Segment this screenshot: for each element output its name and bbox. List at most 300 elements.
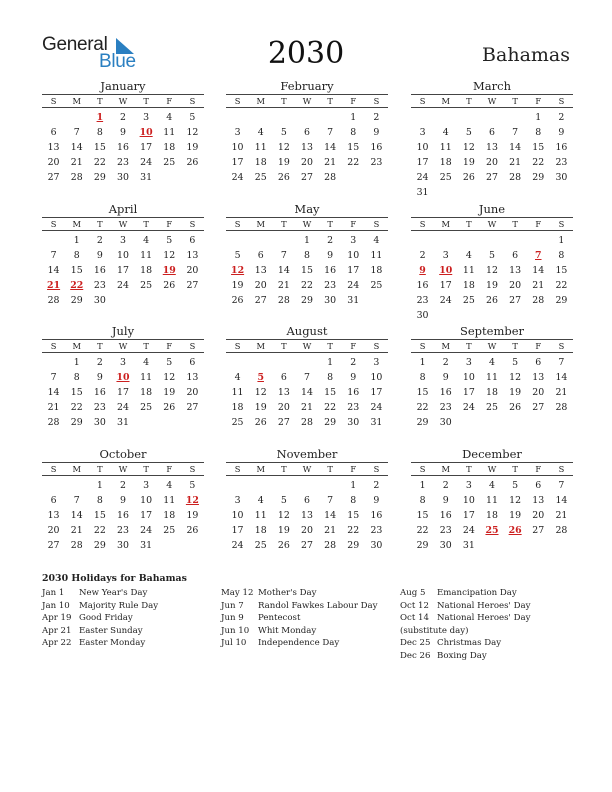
day-cell: 2 [419, 250, 426, 261]
day-cell: 24 [439, 295, 452, 306]
day-cell: 23 [117, 157, 129, 168]
day-cell: 29 [555, 295, 568, 306]
empty-day [411, 110, 434, 125]
weekday-label: W [302, 464, 312, 474]
day-cell: 31 [416, 187, 429, 198]
day-cell: 12 [462, 142, 475, 153]
day-cell: 23 [370, 157, 383, 168]
day-cell: 12 [277, 142, 290, 153]
day-cell: 29 [532, 172, 545, 183]
holiday-item [221, 625, 391, 638]
day-cell: 28 [70, 172, 83, 183]
day-cell: 21 [555, 510, 568, 521]
weekday-label: T [327, 341, 333, 351]
empty-day [295, 478, 318, 493]
day-cell: 8 [419, 495, 426, 506]
month-august [226, 324, 388, 430]
day-cell: 6 [189, 357, 196, 368]
day-cell: 8 [73, 372, 80, 383]
weekday-label: F [166, 464, 173, 474]
holiday-name: Independence Day [258, 638, 340, 649]
day-cell: 17 [439, 280, 452, 291]
day-cell: 23 [555, 157, 568, 168]
day-cell: 20 [277, 402, 290, 413]
day-cell: 27 [47, 540, 60, 551]
month-june [411, 202, 573, 323]
holiday-name: Boxing Day [437, 650, 487, 661]
weekday-label: W [487, 464, 497, 474]
day-cell: 28 [277, 295, 290, 306]
day-cell: 4 [143, 357, 150, 368]
day-cell: 25 [254, 172, 267, 183]
day-cell: 8 [304, 250, 310, 261]
day-cell: 14 [301, 387, 313, 398]
weekday-label: M [441, 219, 450, 229]
month-name: June [478, 202, 506, 216]
day-cell: 13 [186, 250, 199, 261]
day-cell: 27 [301, 540, 313, 551]
day-cell: 26 [277, 540, 290, 551]
day-cell: 10 [140, 495, 153, 506]
weekday-label: T [466, 219, 472, 229]
weekday-label: F [535, 96, 542, 106]
day-cell: 7 [73, 495, 80, 506]
day-cell: 8 [96, 127, 103, 138]
day-cell: 11 [486, 495, 498, 506]
day-cell: 6 [50, 127, 57, 138]
empty-day [226, 110, 249, 125]
weekday-label: F [350, 464, 357, 474]
day-cell: 9 [442, 372, 449, 383]
month-july [42, 324, 204, 430]
holiday-date: Apr 19 [42, 613, 72, 624]
day-cell: 7 [280, 250, 287, 261]
day-cell: 9 [373, 127, 380, 138]
day-cell: 23 [439, 402, 452, 413]
day-cell: 3 [350, 235, 357, 246]
day-cell: 14 [555, 495, 568, 506]
day-cell: 2 [120, 112, 126, 123]
day-cell: 2 [120, 480, 126, 491]
day-cell: 23 [439, 525, 452, 536]
day-cell: 12 [509, 495, 522, 506]
month-name: September [459, 324, 525, 338]
day-cell: 18 [370, 265, 383, 276]
holiday-name: Emancipation Day [437, 588, 517, 598]
holiday-item [400, 612, 572, 637]
day-cell: 17 [462, 510, 475, 521]
holiday-date: Aug 5 [400, 588, 426, 598]
holiday-column [400, 587, 572, 663]
day-cell: 8 [327, 372, 334, 383]
day-cell: 3 [465, 480, 472, 491]
day-cell: 29 [416, 540, 429, 551]
day-cell: 21 [324, 157, 337, 168]
weekday-header [226, 217, 388, 231]
empty-day [42, 110, 65, 125]
holiday-day: 10 [116, 372, 130, 383]
day-cell: 16 [439, 510, 452, 521]
weekday-label: S [50, 96, 57, 106]
empty-day [272, 110, 295, 125]
holiday-name: Good Friday [79, 613, 133, 624]
day-cell: 18 [439, 157, 452, 168]
day-cell: 4 [143, 235, 150, 246]
day-cell: 31 [140, 172, 153, 183]
day-cell: 24 [117, 280, 129, 291]
country-name: Bahamas [482, 44, 570, 66]
weekday-label: S [419, 219, 426, 229]
weekday-label: T [97, 96, 103, 106]
weekday-label: S [189, 464, 196, 474]
day-cell: 28 [555, 525, 568, 536]
day-cell: 22 [532, 157, 545, 168]
day-cell: 19 [486, 280, 498, 291]
holiday-day: 10 [439, 265, 453, 276]
day-cell: 14 [47, 387, 60, 398]
day-cell: 13 [532, 495, 545, 506]
day-cell: 3 [120, 235, 126, 246]
weekday-label: F [535, 464, 542, 474]
day-cell: 4 [465, 250, 472, 261]
holiday-name: Mother's Day [258, 588, 317, 598]
day-cell: 6 [304, 495, 310, 506]
empty-day [272, 355, 295, 370]
day-cell: 26 [462, 172, 475, 183]
weekday-label: W [118, 96, 128, 106]
day-cell: 30 [117, 540, 129, 551]
weekday-label: T [281, 341, 287, 351]
month-may [226, 202, 388, 308]
day-cell: 7 [327, 495, 334, 506]
day-cell: 11 [486, 372, 498, 383]
weekday-label: S [558, 464, 565, 474]
weekday-label: T [97, 219, 103, 229]
day-cell: 12 [254, 387, 267, 398]
day-cell: 29 [70, 295, 83, 306]
day-cell: 18 [140, 387, 153, 398]
weekday-label: T [97, 464, 103, 474]
day-cell: 20 [301, 525, 313, 536]
day-cell: 17 [140, 142, 153, 153]
month-name: December [462, 447, 522, 461]
day-cell: 9 [120, 127, 126, 138]
day-cell: 31 [117, 417, 129, 428]
day-cell: 3 [465, 357, 472, 368]
brand-word-blue: Blue [99, 51, 136, 72]
day-cell: 1 [419, 357, 426, 368]
day-cell: 21 [509, 157, 522, 168]
day-cell: 30 [416, 310, 429, 321]
day-cell: 2 [96, 235, 103, 246]
day-cell: 4 [442, 127, 449, 138]
holiday-day: 25 [485, 525, 499, 536]
day-cell: 27 [186, 280, 199, 291]
day-cell: 22 [324, 402, 337, 413]
day-cell: 27 [47, 172, 60, 183]
day-grid [411, 476, 573, 553]
weekday-label: T [97, 341, 103, 351]
weekday-label: S [234, 96, 241, 106]
empty-day [527, 233, 550, 248]
month-october [42, 447, 204, 553]
day-cell: 1 [535, 112, 542, 123]
holiday-item [42, 600, 212, 613]
day-cell: 19 [277, 525, 290, 536]
day-cell: 3 [373, 357, 380, 368]
day-cell: 17 [117, 265, 129, 276]
empty-day [480, 233, 503, 248]
holiday-day: 5 [257, 372, 264, 383]
day-cell: 28 [47, 417, 60, 428]
month-november [226, 447, 388, 553]
weekday-label: S [373, 96, 380, 106]
day-cell: 7 [512, 127, 519, 138]
holiday-day: 22 [70, 280, 84, 291]
day-cell: 6 [189, 235, 196, 246]
day-grid [42, 476, 204, 553]
day-cell: 8 [558, 250, 565, 261]
weekday-label: S [189, 219, 196, 229]
day-cell: 16 [93, 387, 106, 398]
day-cell: 7 [50, 372, 57, 383]
day-cell: 14 [324, 510, 337, 521]
day-cell: 12 [163, 250, 176, 261]
day-cell: 19 [231, 280, 244, 291]
day-cell: 30 [439, 540, 452, 551]
holiday-day: 1 [96, 112, 104, 123]
day-cell: 29 [70, 417, 83, 428]
weekday-label: W [487, 341, 497, 351]
day-cell: 5 [189, 112, 196, 123]
holiday-day: 9 [419, 265, 426, 276]
day-cell: 7 [73, 127, 80, 138]
weekday-label: T [281, 96, 287, 106]
weekday-label: S [558, 219, 565, 229]
holiday-day: 7 [535, 250, 542, 261]
day-cell: 11 [140, 372, 153, 383]
weekday-label: W [302, 219, 312, 229]
day-cell: 24 [231, 172, 244, 183]
day-cell: 14 [70, 510, 83, 521]
holiday-name: National Heroes' Day (substitute day) [400, 613, 531, 636]
weekday-label: T [143, 464, 149, 474]
day-cell: 13 [532, 372, 545, 383]
day-cell: 10 [231, 510, 244, 521]
weekday-header [42, 94, 204, 108]
weekday-label: T [143, 341, 149, 351]
day-cell: 7 [327, 127, 334, 138]
day-cell: 12 [186, 127, 199, 138]
day-cell: 28 [301, 417, 313, 428]
day-cell: 13 [47, 510, 60, 521]
weekday-header [226, 462, 388, 476]
month-name: February [280, 79, 334, 93]
day-cell: 11 [254, 510, 267, 521]
day-cell: 3 [234, 495, 241, 506]
day-cell: 24 [370, 402, 383, 413]
month-april [42, 202, 204, 308]
day-cell: 30 [93, 417, 106, 428]
holiday-name: Easter Monday [79, 638, 146, 649]
month-february [226, 79, 388, 185]
day-cell: 18 [462, 280, 475, 291]
day-cell: 23 [93, 402, 106, 413]
day-cell: 16 [324, 265, 337, 276]
weekday-label: S [234, 219, 241, 229]
day-cell: 18 [231, 402, 244, 413]
weekday-label: W [302, 341, 312, 351]
day-cell: 20 [47, 525, 60, 536]
day-cell: 8 [73, 250, 80, 261]
day-cell: 17 [231, 157, 244, 168]
day-cell: 27 [277, 417, 290, 428]
month-name: April [108, 202, 138, 216]
holiday-name: Easter Sunday [79, 625, 143, 636]
day-cell: 10 [347, 250, 360, 261]
day-cell: 20 [509, 280, 522, 291]
day-cell: 29 [93, 540, 106, 551]
weekday-label: M [256, 464, 265, 474]
weekday-label: S [373, 219, 380, 229]
day-cell: 6 [304, 127, 310, 138]
day-cell: 17 [416, 157, 429, 168]
day-cell: 4 [373, 235, 380, 246]
day-cell: 28 [324, 540, 337, 551]
holiday-date: Apr 22 [42, 638, 72, 649]
day-cell: 29 [347, 540, 360, 551]
weekday-label: F [166, 96, 173, 106]
day-cell: 3 [234, 127, 241, 138]
holidays-title: 2030 Holidays for Bahamas [42, 573, 187, 584]
day-cell: 20 [186, 265, 199, 276]
day-cell: 20 [254, 280, 267, 291]
day-cell: 11 [140, 250, 153, 261]
day-cell: 14 [47, 265, 60, 276]
day-cell: 17 [117, 387, 129, 398]
day-cell: 13 [277, 387, 290, 398]
weekday-label: T [466, 96, 472, 106]
day-cell: 19 [186, 142, 199, 153]
day-cell: 6 [535, 480, 542, 491]
day-cell: 9 [327, 250, 334, 261]
day-grid [226, 353, 388, 430]
empty-day [226, 355, 249, 370]
day-cell: 21 [532, 280, 545, 291]
day-cell: 5 [166, 235, 173, 246]
day-cell: 4 [489, 480, 495, 491]
day-cell: 1 [558, 235, 565, 246]
holiday-item [221, 637, 391, 650]
empty-day [42, 355, 65, 370]
day-cell: 12 [277, 510, 290, 521]
weekday-label: M [256, 96, 265, 106]
day-cell: 15 [70, 265, 83, 276]
holiday-date: Dec 25 [400, 638, 431, 649]
day-cell: 16 [416, 280, 429, 291]
day-cell: 30 [370, 540, 383, 551]
day-cell: 18 [140, 265, 153, 276]
weekday-label: S [189, 341, 196, 351]
day-cell: 26 [231, 295, 244, 306]
day-cell: 5 [280, 127, 287, 138]
weekday-label: S [234, 341, 241, 351]
weekday-label: T [327, 96, 333, 106]
day-cell: 8 [350, 127, 357, 138]
day-cell: 25 [370, 280, 383, 291]
day-grid [226, 108, 388, 185]
empty-day [319, 478, 342, 493]
weekday-label: M [441, 96, 450, 106]
weekday-label: T [143, 219, 149, 229]
day-cell: 2 [373, 112, 380, 123]
day-grid [226, 231, 388, 308]
day-cell: 27 [509, 295, 522, 306]
day-cell: 17 [140, 510, 153, 521]
day-cell: 6 [50, 495, 57, 506]
weekday-label: M [72, 96, 81, 106]
empty-day [319, 110, 342, 125]
day-grid [411, 108, 573, 200]
day-cell: 9 [120, 495, 126, 506]
day-cell: 21 [555, 387, 568, 398]
day-cell: 27 [254, 295, 267, 306]
day-cell: 26 [254, 417, 267, 428]
day-cell: 3 [120, 357, 126, 368]
weekday-label: M [72, 464, 81, 474]
day-cell: 24 [347, 280, 360, 291]
day-cell: 25 [140, 280, 153, 291]
weekday-label: M [72, 219, 81, 229]
day-cell: 21 [324, 525, 337, 536]
day-cell: 10 [117, 250, 129, 261]
day-cell: 14 [555, 372, 568, 383]
day-cell: 25 [140, 402, 153, 413]
day-cell: 3 [419, 127, 426, 138]
day-cell: 15 [416, 510, 429, 521]
day-cell: 22 [416, 402, 429, 413]
day-cell: 23 [416, 295, 429, 306]
weekday-label: W [118, 341, 128, 351]
day-cell: 9 [442, 495, 449, 506]
day-cell: 11 [439, 142, 452, 153]
empty-day [295, 355, 318, 370]
month-name: May [294, 202, 320, 216]
holiday-date: Jan 10 [42, 600, 70, 611]
day-cell: 15 [93, 510, 106, 521]
day-cell: 19 [186, 510, 199, 521]
day-cell: 23 [93, 280, 106, 291]
month-december [411, 447, 573, 553]
weekday-header [226, 94, 388, 108]
day-cell: 18 [254, 525, 267, 536]
day-cell: 10 [462, 495, 475, 506]
day-grid [411, 353, 573, 430]
month-january [42, 79, 204, 185]
day-cell: 15 [70, 387, 83, 398]
day-cell: 21 [70, 525, 83, 536]
holiday-date: Jan 1 [42, 588, 65, 598]
day-cell: 13 [301, 510, 313, 521]
day-cell: 26 [509, 402, 522, 413]
day-cell: 14 [509, 142, 522, 153]
day-cell: 21 [47, 402, 60, 413]
day-cell: 1 [327, 357, 334, 368]
weekday-label: T [281, 219, 287, 229]
holiday-item [42, 612, 212, 625]
holiday-date: Jun 7 [221, 600, 244, 611]
empty-day [249, 233, 272, 248]
